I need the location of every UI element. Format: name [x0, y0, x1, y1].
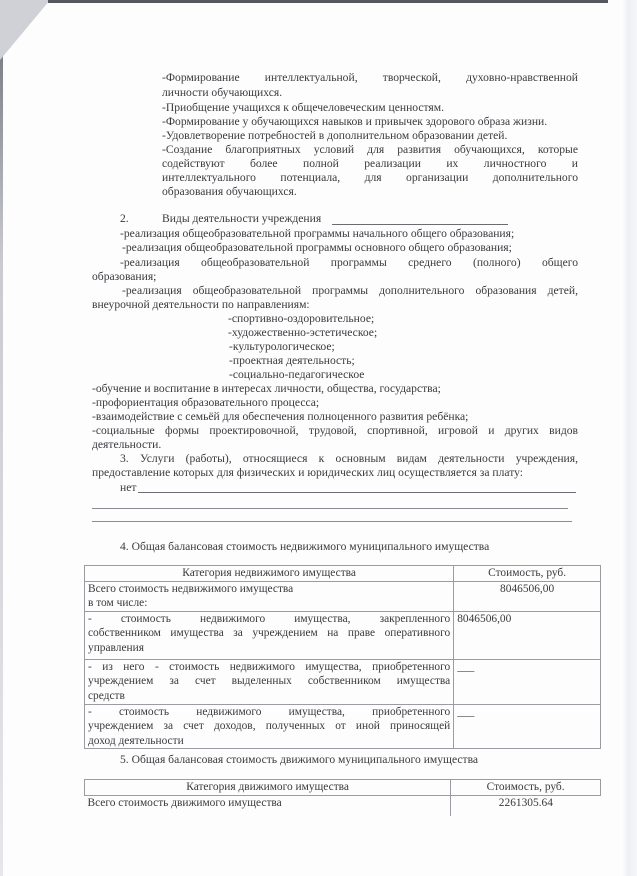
section2-title: Виды деятельности учреждения	[162, 212, 322, 225]
goal-line: -Создание благоприятных условий для развития обучающихся, которые	[162, 143, 578, 156]
row-label: Всего стоимость движимого имущества	[85, 796, 451, 816]
fill-underline	[92, 521, 572, 522]
table-row	[85, 659, 601, 704]
header-cost: Стоимость, руб.	[451, 780, 601, 796]
activity-line: образования;	[92, 270, 157, 283]
row-label-line: - из него - стоимость недвижимого имущества, приобретенного	[88, 660, 451, 673]
goal-line: личности обучающихся.	[162, 86, 283, 99]
scan-edge-right	[622, 0, 637, 876]
activity-line: -обучение и воспитание в интересах личности, общества, государства;	[92, 382, 441, 395]
table-row	[85, 796, 601, 816]
row-value: 2261305.64	[451, 796, 601, 816]
table-row	[85, 581, 601, 611]
row-label-line: - стоимость недвижимого имущества, приобретенного	[88, 705, 451, 718]
activity-line: внеурочной деятельности по направлениям:	[92, 298, 310, 311]
goal-line: -Формирование у обучающихся навыков и привычек здорового образа жизни.	[162, 115, 548, 128]
goal-line: -Удовлетворение потребностей в дополнительном образовании детей.	[162, 129, 508, 142]
goal-line: образования обучающихся.	[162, 185, 297, 198]
activity-line: -взаимодействие с семьёй для обеспечения полноценного развития ребёнка;	[92, 410, 469, 423]
scan-edge-left	[0, 0, 3, 876]
direction-item: -художественно-эстетическое;	[228, 326, 378, 339]
row-value: ___	[454, 704, 601, 749]
row-label-line: учреждением за счет выделенных собственником имущества	[88, 675, 451, 687]
table-row	[85, 611, 601, 659]
row-label	[85, 581, 454, 611]
section4-title: 4. Общая балансовая стоимость недвижимого муниципального имущества	[120, 540, 490, 553]
activity-line: -реализация общеобразовательной программы основного общего образования;	[122, 241, 512, 254]
goal-line: -Приобщение учащихся к общечеловеческим ценностям.	[162, 101, 444, 114]
direction-item: -спортивно-оздоровительное;	[228, 312, 375, 325]
fill-underline	[92, 508, 568, 509]
row-label-line: средств	[88, 689, 125, 702]
fill-underline	[138, 492, 576, 493]
row-label	[85, 659, 454, 704]
header-category: Категория движимого имущества	[85, 780, 451, 796]
fill-underline	[332, 224, 508, 225]
table-row	[85, 704, 601, 749]
row-label-line: собственником имущества за учреждением на праве оперативного	[88, 627, 451, 639]
row-value: 8046506,00	[454, 611, 601, 659]
goal-line: содействуют более полной реализации их личностного и	[162, 157, 578, 170]
activity-line: -реализация общеобразовательной программы среднего (полного) общего	[120, 256, 578, 269]
real-estate-table	[84, 565, 601, 749]
direction-item: -проектная деятельность;	[229, 354, 355, 367]
goal-line: -Формирование интеллектуальной, творческой, духовно-нравственной	[162, 71, 578, 84]
movable-property-table	[84, 779, 601, 816]
scan-corner-shadow	[0, 0, 50, 60]
activity-line: -профориентация образовательного процесса;	[92, 396, 320, 409]
scan-edge-top	[48, 0, 608, 3]
goal-line: интеллектуального потенциала, для организации дополнительного	[162, 171, 578, 184]
header-cost: Стоимость, руб.	[454, 566, 601, 582]
section5-title: 5. Общая балансовая стоимость движимого муниципального имущества	[120, 753, 479, 766]
row-label-line: управления	[88, 641, 144, 654]
row-label	[85, 704, 454, 749]
activity-line: -реализация общеобразовательной программы начального общего образования;	[120, 227, 515, 240]
activity-line: -социальные формы проектировочной, трудовой, спортивной, игровой и других видов	[92, 424, 578, 437]
table-header-row	[85, 780, 601, 796]
services-line: предоставление которых для физических и юридических лиц осуществляется за плату:	[92, 466, 523, 479]
row-label-line: в том числе:	[88, 597, 148, 609]
row-label-line: учреждением за счет доходов, полученных от иной приносящей	[88, 720, 451, 732]
section2-number: 2.	[120, 212, 129, 225]
table-header-row	[85, 566, 601, 582]
row-label-line: Всего стоимость недвижимого имущества	[88, 582, 294, 595]
row-value: 8046506,00	[454, 581, 601, 611]
row-label	[85, 611, 454, 659]
header-category: Категория недвижимого имущества	[85, 566, 454, 582]
direction-item: -социально-педагогическое	[229, 368, 365, 381]
row-label-line: - стоимость недвижимого имущества, закрепленного	[88, 612, 451, 625]
activity-line: деятельности.	[92, 438, 162, 451]
direction-item: -культурологическое;	[229, 340, 335, 353]
row-label-line: доход деятельности	[88, 734, 184, 747]
activity-line: -реализация общеобразовательной программы дополнительного образования детей,	[122, 284, 578, 297]
row-value: ___	[454, 659, 601, 704]
services-line: 3. Услуги (работы), относящиеся к основным видам деятельности учреждения,	[120, 452, 578, 465]
services-answer: нет	[120, 481, 137, 494]
